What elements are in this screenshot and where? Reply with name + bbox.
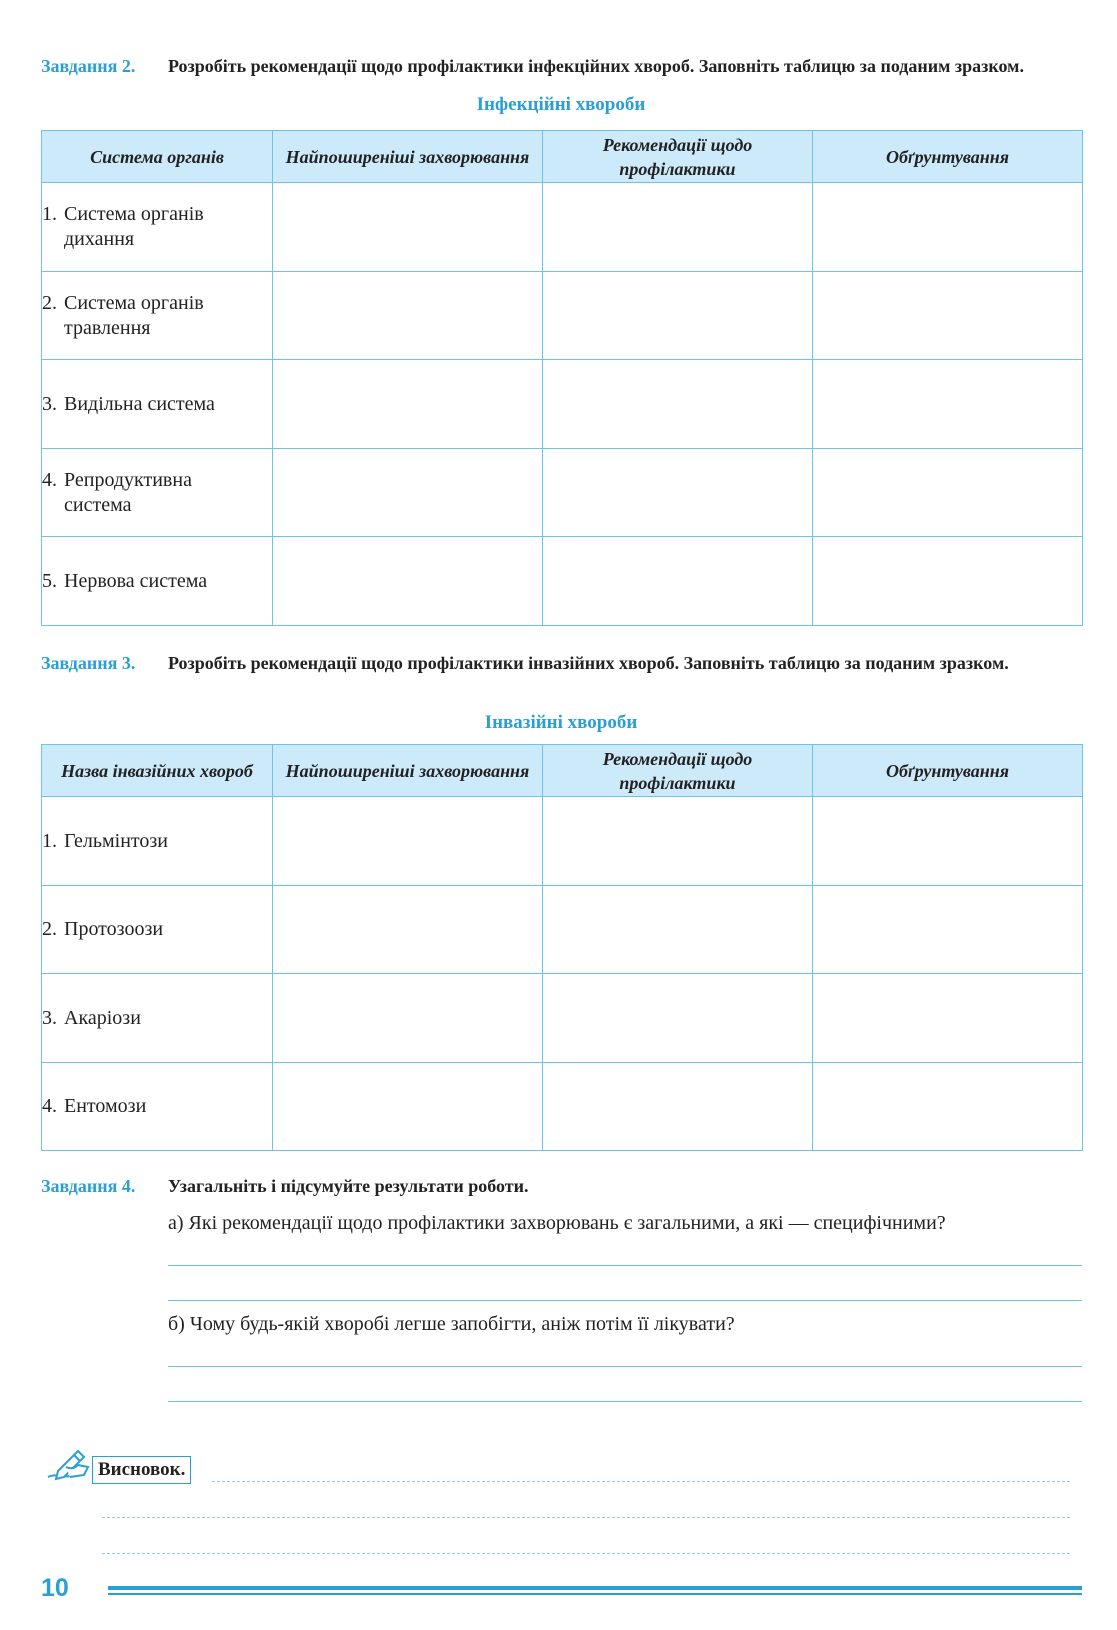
row-number: 4. [42,468,57,491]
row-label-line: Репродуктивна [64,468,192,491]
row-label [42,886,273,974]
row-number: 3. [42,1006,57,1029]
answer-line[interactable] [168,1265,1082,1266]
row-label [42,797,273,886]
answer-cell[interactable] [813,537,1083,626]
row-label-line: травлення [64,316,151,339]
conclusion-line[interactable] [102,1553,1070,1554]
row-label-line: Система органів [64,291,204,314]
table-header-row [42,745,1083,797]
task-4-text: Узагальніть і підсумуйте результати роботи. [168,1176,529,1196]
answer-cell[interactable] [543,537,813,626]
row-label-line: дихання [64,228,135,250]
answer-cell[interactable] [543,1063,813,1151]
answer-cell[interactable] [543,360,813,449]
header-prevention-recommendations: Рекомендації щодо профілактики [543,745,813,797]
row-label-line: Акаріози [64,1006,141,1029]
answer-cell[interactable] [543,449,813,537]
table-row [42,449,1083,537]
footer-rule-thin [108,1593,1082,1595]
row-number: 1. [42,203,57,225]
table-row [42,1063,1083,1151]
row-label [42,1063,273,1151]
row-number: 5. [42,569,57,592]
answer-cell[interactable] [813,183,1083,272]
header-justification: Обґрунтування [813,131,1083,183]
answer-cell[interactable] [813,360,1083,449]
answer-cell[interactable] [543,886,813,974]
answer-cell[interactable] [813,886,1083,974]
answer-cell[interactable] [273,1063,543,1151]
answer-cell[interactable] [273,183,543,272]
table-row [42,886,1083,974]
row-label-line: Ентомози [64,1095,147,1117]
row-label-line: Протозоози [64,918,164,940]
table-row [42,974,1083,1063]
task-4-label: Завдання 4. [41,1176,136,1196]
row-number: 1. [42,829,57,852]
row-label [42,183,273,272]
task-4 [41,1174,1081,1198]
table-row [42,537,1083,626]
answer-cell[interactable] [813,449,1083,537]
row-number: 2. [42,291,57,314]
table-row [42,272,1083,360]
task-2-label: Завдання 2. [41,56,136,76]
header-justification: Обґрунтування [813,745,1083,797]
task-3-label: Завдання 3. [41,653,136,673]
table-row [42,797,1083,886]
row-label [42,974,273,1063]
table-header-row [42,131,1083,183]
answer-line[interactable] [168,1401,1082,1402]
header-organ-system: Система органів [42,131,273,183]
task-2-text: Розробіть рекомендації щодо профілактики інфекційних хвороб. Заповніть таблицю за поданим зразком. [168,56,1024,76]
task-3 [41,651,1081,675]
task-2 [41,54,1081,78]
row-number: 4. [42,1095,57,1117]
invasive-diseases-table [41,744,1083,1151]
answer-cell[interactable] [273,449,543,537]
answer-cell[interactable] [273,537,543,626]
answer-cell[interactable] [273,272,543,360]
conclusion-line[interactable] [212,1481,1070,1482]
conclusion-label: Висновок. [92,1456,191,1484]
row-label [42,360,273,449]
header-common-diseases: Найпоширеніші захворювання [273,131,543,183]
row-label-line: Нервова система [64,569,208,592]
answer-cell[interactable] [813,797,1083,886]
answer-cell[interactable] [273,974,543,1063]
row-label-line: Гельмінтози [64,829,169,852]
row-label [42,537,273,626]
answer-cell[interactable] [273,360,543,449]
answer-cell[interactable] [543,183,813,272]
task-3-text: Розробіть рекомендації щодо профілактики інвазійних хвороб. Заповніть таблицю за поданим зразком. [168,653,1009,673]
question-b: б) Чому будь-якій хворобі легше запобігти, аніж потім її лікувати? [168,1313,735,1335]
header-prevention-recommendations: Рекомендації щодо профілактики [543,131,813,183]
answer-cell[interactable] [543,272,813,360]
answer-cell[interactable] [273,886,543,974]
pen-writing-icon [44,1447,92,1483]
table-row [42,360,1083,449]
question-a: а) Які рекомендації щодо профілактики захворювань є загальними, а які — специфічними? [168,1212,946,1234]
row-number: 3. [42,392,57,415]
page-number: 10 [41,1574,69,1602]
answer-cell[interactable] [543,797,813,886]
answer-cell[interactable] [813,1063,1083,1151]
row-label-line: Система органів [64,203,204,225]
conclusion-line[interactable] [102,1517,1070,1518]
answer-line[interactable] [168,1300,1082,1301]
infectious-diseases-table [41,130,1083,626]
table-caption-infectious: Інфекційні хвороби [476,94,646,115]
header-invasive-name: Назва інвазійних хвороб [42,745,273,797]
header-common-diseases: Найпоширеніші захворювання [273,745,543,797]
row-label-line: система [64,493,132,516]
row-number: 2. [42,918,57,940]
answer-cell[interactable] [813,974,1083,1063]
row-label [42,272,273,360]
answer-cell[interactable] [813,272,1083,360]
row-label-line: Видільна система [64,392,215,415]
row-label [42,449,273,537]
answer-line[interactable] [168,1366,1082,1367]
answer-cell[interactable] [543,974,813,1063]
table-caption-invasive: Інвазійні хвороби [484,712,638,733]
answer-cell[interactable] [273,797,543,886]
footer-rule [108,1586,1082,1590]
table-row [42,183,1083,272]
